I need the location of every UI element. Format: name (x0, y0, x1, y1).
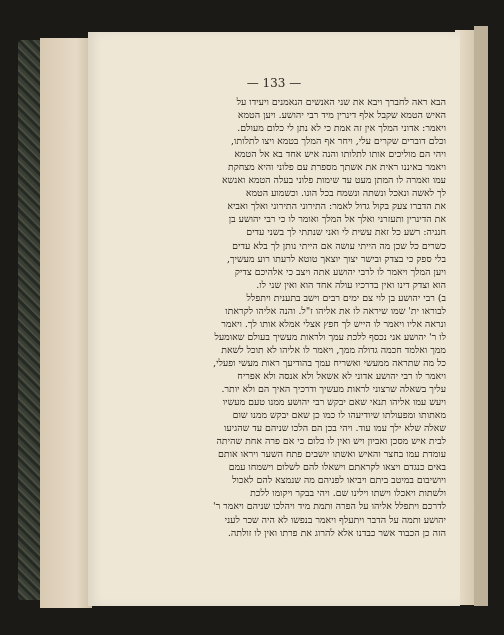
text-line: ויהי הם מוליכים אותו לתלותו והנה איש אחד בא אל הטמא (234, 149, 446, 161)
text-line: ולשתות ויאכלו וישתו וילינו שם. ויהי בבקר ויקומו ללכת (250, 488, 446, 500)
paragraph (110, 96, 446, 292)
text-line: לבית איש מסכן ואביון ויש ואין לו כלום כי אם פרה אחת שהיתה (216, 436, 446, 448)
text-line: האיש הטמא שקבל אלף דינרין מיד רבי יהושע. ויען הטמא (237, 110, 446, 122)
text-line: הזה כן הכבוד אשר כבדנו אלא להרוג את פרתו ואין לו זולתה. (227, 527, 446, 539)
back-cover-edge (474, 26, 488, 606)
text-line: כשרים כל שכן מה הייתי עושה אם הייתי נותן לך בלא עדים (232, 240, 446, 252)
text-line: בלי ספק כי בצדק ובישר יצוך יוצאך טוטא לרעתו רוע מעשיך, (226, 253, 446, 265)
text-line: עומדת עמו בחצר והאיש ואשתו יושבים פתח השער ויראו אותם (218, 449, 446, 461)
text-line: ויאמר באיננו ראית את אשתך מספרת עם פלוני והיא מצחקת (227, 162, 446, 174)
text-line: לדרכם ויתפלל אליהו על הפרה ותמת מיד ויהלכו שניהם ויאמר ר' (213, 501, 446, 513)
text-line: ב) רבי יהושע בן לוי צם ימים רבים וישב בתענית ויתפלל (246, 292, 446, 304)
hebrew-text-block (110, 96, 446, 540)
text-line: את הדברו צעק בקול גדול לאמר: התירוני התירוני ואלך ואביא (227, 201, 446, 213)
paragraph (110, 292, 446, 540)
text-line: הבא ראה לחברך ויבא את שני האנשים הנאמנים ויעידו על (236, 97, 446, 108)
text-line: כל מה שתראה ממעשי ואשריח עמך בהודיעך ראות מעשי ופעלי, (213, 357, 446, 369)
text-line: לבוראו ית' שמו שיראה לו את אליהו ז"ל. והנה אליהו לקראתו (225, 305, 446, 317)
text-line: לו ר' יהושע אני נכסף ללכת עמך ולראות מעשיך בעולם שאומעל (214, 331, 446, 343)
text-line: ויעש עמו אליהו תנאי שאם יבקש רבי יהושע ממנו טעם מעשיו (222, 397, 446, 409)
text-line: עליך בשאלה שרצוני לראות מעשיך ודרכיך האיך הם ולא יותר. (221, 384, 446, 396)
text-line: ויאמר: אדוני המלך אין זה אמת כי לא נתן לי כלום מעולם. (237, 123, 446, 135)
left-page-edge (40, 38, 92, 608)
text-line: ויען המלך ויאמר לו לרבי יהושע אתה ויצב כי אלהיכם צדיק (234, 266, 446, 278)
book-spine (18, 40, 42, 600)
text-line: חנניה: רשע כל זאת עשית לי ואני שנתתי לך בשני עדים (246, 227, 446, 239)
text-line: יהושע ותמה על הדבר ויתעלף ויאמר בנפשו לא היה שכר לעני (224, 514, 446, 526)
text-line: עמו ואמרה לו המתן מעט עד שימות פלוני בעלה הטמא ואנשא (222, 175, 446, 187)
text-line: שאלה שלא ילך עמו עוד. ויהי בכן הם הלכו שניהם עד שהגיעו (223, 423, 446, 435)
text-line: הוא וצדק דינו ואין בדרכיו עולה אחד הוא ואין שני לו. (256, 279, 446, 291)
book-page (88, 32, 460, 606)
text-line: ממך ואלמד חכמה גדולה ממך, ויאמר לו אליהו לא תוכל לשאת (221, 344, 446, 356)
text-line: וכלם דוברים שקרים עלי, ויחר אף המלך בטמא ויצו לתלותו, (230, 136, 446, 148)
text-line: ונראה אליו ויאמר לו הייש לך חפץ אצלי אמלא אותו לך. ויאמר (221, 318, 446, 330)
text-line: ויאמר לו רבי יהושע אדוני לא אשאל ולא אנסה ולא אפריח (237, 370, 446, 382)
text-line: את הדינרין ותעזרני ואלך אל המלך ואומר לו כי רבי יהושע בן (228, 214, 446, 226)
text-line: באים כנגדם ויצאו לקראתם וישאלו להם לשלום וישמחו עמם (228, 462, 446, 474)
text-line: מאתותו ומפעולתו שיודיעהו לו כמו כן שאם יבקש ממנו שום (232, 410, 446, 422)
text-line: לך לאשה ונאכל ונשתה ונשמח בכל הונו. וכשמוע הטמא (245, 188, 446, 200)
page-number: — 133 — (246, 76, 302, 90)
text-line: ויושיבום במיטב ביתם ויביאו לפניהם מה שנמצא להם לאכול (232, 475, 446, 487)
